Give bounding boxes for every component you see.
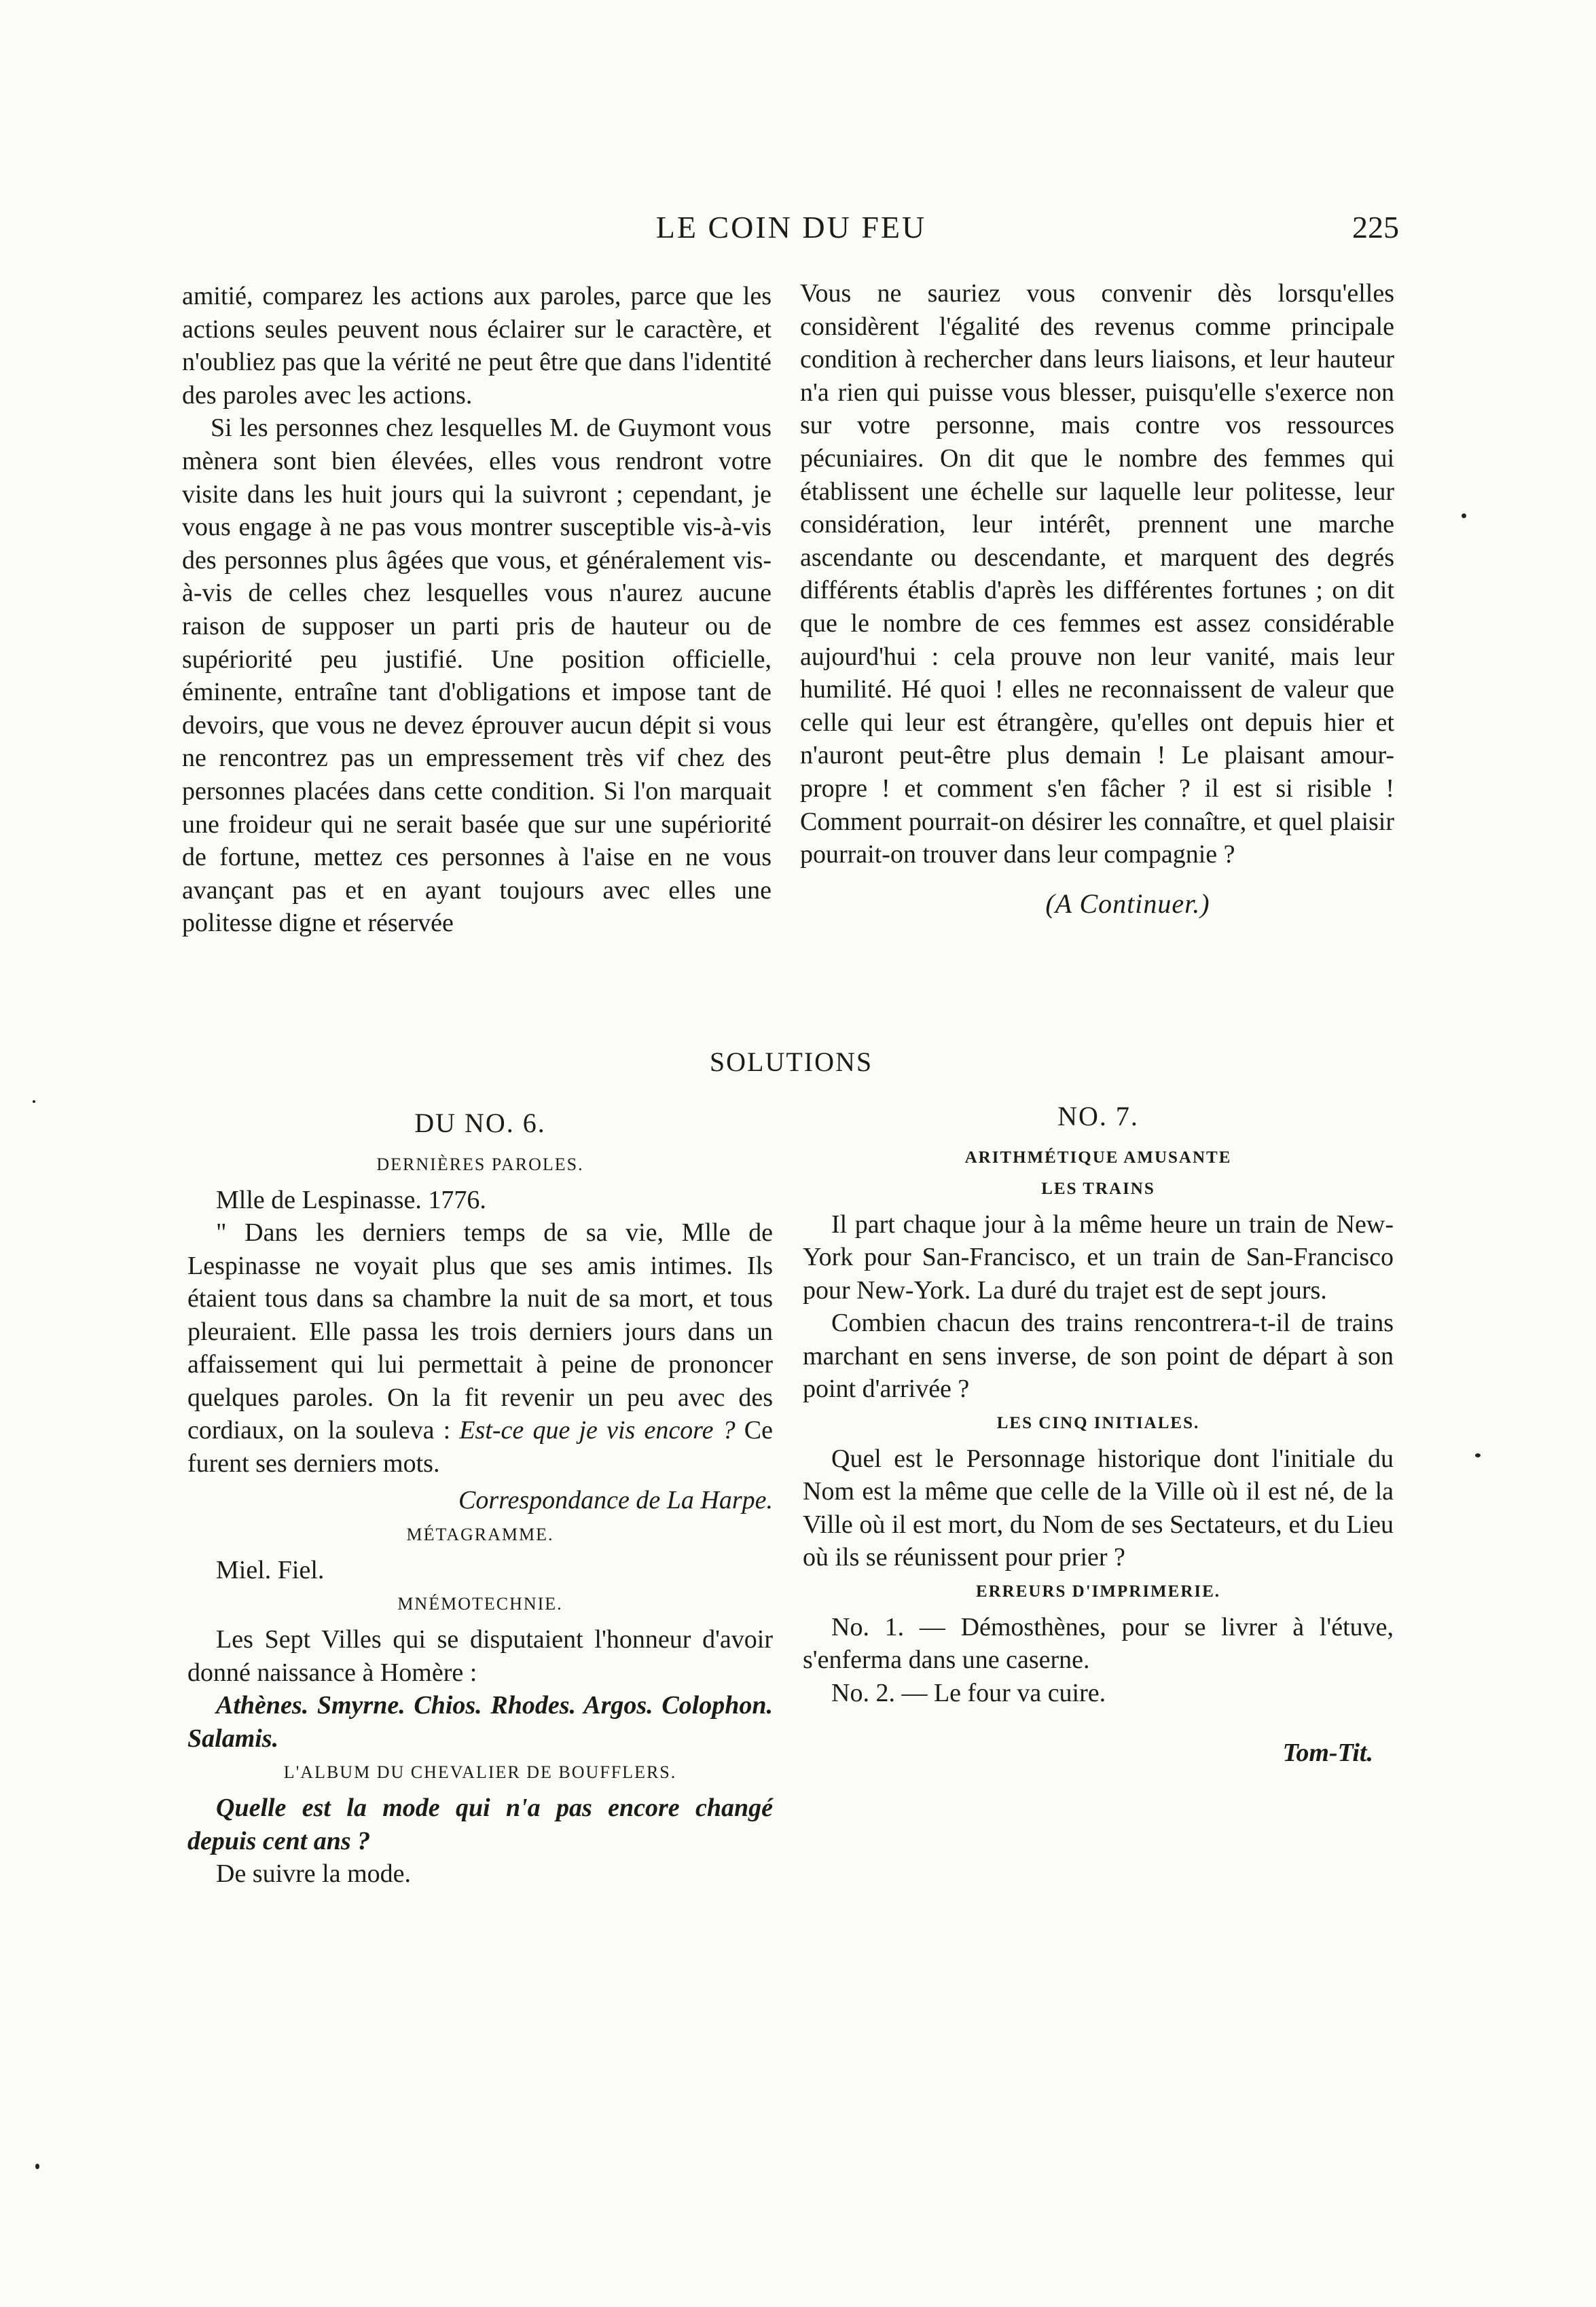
page-number: 225 bbox=[1352, 210, 1399, 244]
ink-speck bbox=[1462, 513, 1466, 518]
signature: Tom-Tit. bbox=[1282, 1739, 1373, 1767]
error-2: No. 2. — Le four va cuire. bbox=[831, 1678, 1106, 1707]
paragraph: amitié, comparez les actions aux paroles, parce que les actions seules peuvent nous éclairer sur le caractère, et n'oubliez pas que la vérité ne peut être que dans l'identité des paroles avec les actions. bbox=[182, 282, 772, 410]
attribution: Correspondance de La Harpe. bbox=[458, 1486, 773, 1514]
initials-heading: LES CINQ INITIALES. bbox=[996, 1413, 1200, 1432]
arithmetic-heading: ARITHMÉTIQUE AMUSANTE bbox=[964, 1148, 1232, 1167]
solution-heading-no7: NO. 7. bbox=[1057, 1101, 1139, 1131]
last-words-quote: Est-ce que je vis encore ? bbox=[459, 1416, 736, 1445]
album-answer: De suivre la mode. bbox=[216, 1859, 412, 1888]
solutions-title: SOLUTIONS bbox=[709, 1047, 873, 1077]
mnemotechnie-text: Les Sept Villes qui se disputaient l'honneur d'avoir donné naissance à Homère : bbox=[187, 1625, 773, 1687]
error-1: No. 1. — Démosthènes, pour se livrer à l'étuve, s'enferma dans une caserne. bbox=[803, 1612, 1394, 1674]
left-column-top bbox=[182, 280, 772, 940]
running-title: LE COIN DU FEU bbox=[655, 210, 927, 244]
trains-text-2: Combien chacun des trains rencontrera-t-il de trains marchant en sens inverse, de son point de départ à son point d'arrivée ? bbox=[803, 1309, 1394, 1403]
continued-note: (A Continuer.) bbox=[1045, 888, 1210, 919]
solutions-left-column bbox=[187, 1107, 773, 1891]
trains-text-1: Il part chaque jour à la même heure un train de New-York pour San-Francisco, et un train de San-Francisco pour New-York. La duré du trajet est de sept jours. bbox=[803, 1210, 1394, 1305]
mnemotechnie-heading: MNÉMOTECHNIE. bbox=[397, 1594, 563, 1614]
right-column-top bbox=[800, 277, 1394, 920]
ink-speck bbox=[35, 2164, 39, 2169]
last-words-text: " Dans les derniers temps de sa vie, Mlle de Lespinasse ne voyait plus que ses amis intimes. Ils étaient tous dans sa chambre la nuit de sa mort, et tous pleuraient. Elle passa les trois derniers jours dans un affaissement qui lui permettait à peine de prononcer quelques paroles. On la fit revenir un peu avec des cordiaux, on la souleva : Est-ce que je vis encore ? Ce furent ses derniers mots. bbox=[187, 1218, 773, 1478]
mnemotechnie-cities: Athènes. Smyrne. Chios. Rhodes. Argos. Colophon. Salamis. bbox=[187, 1691, 773, 1753]
trains-heading: LES TRAINS bbox=[1041, 1179, 1155, 1198]
running-head bbox=[183, 209, 1399, 250]
last-words-heading: DERNIÈRES PAROLES. bbox=[376, 1154, 584, 1174]
errors-heading: ERREURS D'IMPRIMERIE. bbox=[975, 1582, 1221, 1601]
initials-text: Quel est le Personnage historique dont l'initiale du Nom est la même que celle de la Ville où il est né, de la Ville où il est mort, du Nom de ses Sectateurs, et du Lieu où ils se réunissent pour prier ? bbox=[803, 1444, 1394, 1572]
ink-speck bbox=[33, 1100, 35, 1103]
solution-heading-no6: DU NO. 6. bbox=[414, 1108, 546, 1138]
album-question: Quelle est la mode qui n'a pas encore changé depuis cent ans ? bbox=[187, 1794, 773, 1855]
last-words-lead: Mlle de Lespinasse. 1776. bbox=[216, 1185, 486, 1214]
metagram-answer: Miel. Fiel. bbox=[216, 1555, 325, 1584]
paragraph: Si les personnes chez lesquelles M. de Guymont vous mènera sont bien élevées, elles vous rendront votre visite dans les huit jours qui la suivront ; cependant, je vous engage à ne pas vous montrer susceptible vis-à-vis des personnes plus âgées que vous, et généralement vis-à-vis de celles chez lesquelles vous n'aurez aucune raison de supposer un parti pris de hauteur ou de supériorité peu justifié. Une position officielle, éminente, entraîne tant d'obligations et impose tant de devoirs, que vous ne devez éprouver aucun dépit si vous ne rencontrez pas un empressement très vif chez des personnes placées dans cette condition. Si l'on marquait une froideur qui ne serait basée que sur une supériorité de fortune, mettez ces personnes à l'aise en ne vous avançant pas et en ayant toujours avec elles une politesse digne et réservée bbox=[182, 414, 772, 938]
ink-speck bbox=[1475, 1453, 1481, 1457]
paragraph: Vous ne sauriez vous convenir dès lorsqu'elles considèrent l'égalité des revenus comme principale condition à rechercher dans leurs liaisons, et leur hauteur n'a rien qui puisse vous blesser, puisqu'elle s'exerce non sur votre personne, mais contre vos ressources pécuniaires. On dit que le nombre des femmes qui établissent une échelle sur laquelle leur politesse, leur considération, leur intérêt, prennent une marche ascendante ou descendante, et marquent des degrés différents établis d'après les différentes fortunes ; on dit que le nombre de ces femmes est assez considérable aujourd'hui : cela prouve non leur vanité, mais leur humilité. Hé quoi ! elles ne reconnaissent de valeur que celle qui leur est étrangère, qu'elles ont depuis hier et n'auront peut-être plus demain ! Le plaisant amour-propre ! et comment s'en fâcher ? il est si risible ! Comment pourrait-on désirer les connaître, et quel plaisir pourrait-on trouver dans leur compagnie ? bbox=[800, 279, 1394, 869]
album-heading: L'ALBUM DU CHEVALIER DE BOUFFLERS. bbox=[283, 1762, 677, 1782]
solutions-right-column bbox=[803, 1100, 1394, 1770]
metagram-heading: MÉTAGRAMME. bbox=[406, 1524, 554, 1544]
